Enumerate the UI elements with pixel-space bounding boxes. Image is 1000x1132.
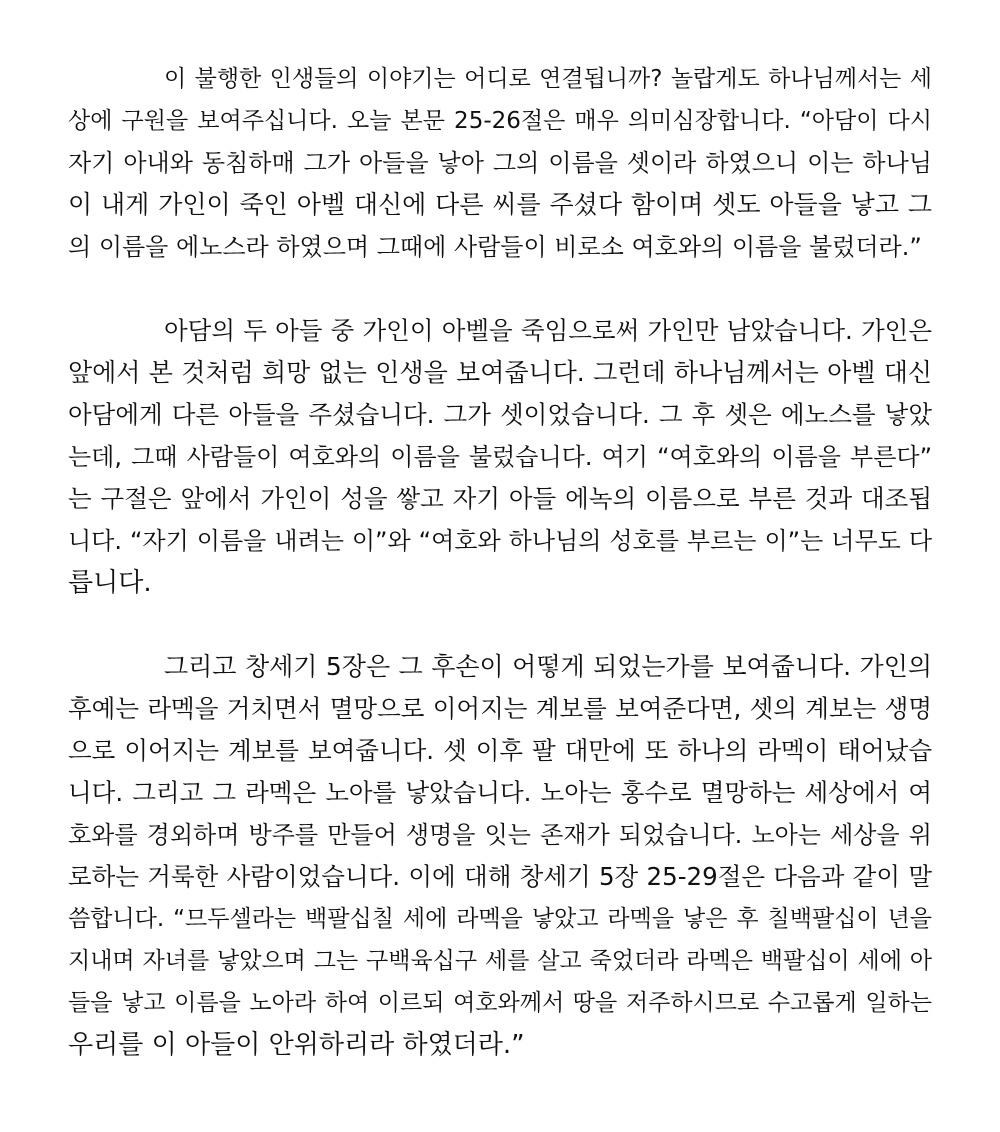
paragraph-2 [68,310,932,604]
text-line: 아담에게 다른 아들을 주셨습니다. 그가 셋이었습니다. 그 후 셋은 에노스를 낳았 [68,400,932,429]
paragraph-gap [68,268,932,310]
text-line: 이 불행한 인생들의 이야기는 어디로 연결됩니까? 놀랍게도 하나님께서는 세 [164,66,932,92]
text-line: 니다. “자기 이름을 내려는 이”와 “여호와 하나님의 성호를 부르는 이”는 너무도 다 [68,527,932,555]
text-line: 로하는 거룩한 사람이었습니다. 이에 대해 창세기 5장 25-29절은 다음과 같이 말 [68,862,932,891]
text-line: 이 내게 가인이 죽인 아벨 대신에 다른 씨를 주셨다 함이며 셋도 아들을 낳고 그 [68,190,932,219]
text-line: 씀합니다. “므두셀라는 백팔십칠 세에 라멕을 낳았고 라멕을 낳은 후 칠백팔십이 년을 [68,906,932,932]
paragraph-3 [68,646,932,1066]
text-line: 후예는 라멕을 거치면서 멸망으로 이어지는 계보를 보여준다면, 셋의 계보는 생명 [68,694,932,723]
text-line: 자기 아내와 동침하매 그가 아들을 낳아 그의 이름을 셋이라 하였으니 이는 하나님 [68,149,932,177]
paragraph-gap [68,604,932,646]
text-line: 의 이름을 에노스라 하였으며 그때에 사람들이 비로소 여호와의 이름을 불렀더라.” [68,233,922,261]
text-line: 는데, 그때 사람들이 여호와의 이름을 불렀습니다. 여기 “여호와의 이름을 부른다” [68,443,932,471]
text-line: 들을 낳고 이름을 노아라 하여 이르되 여호와께서 땅을 저주하시므로 수고롭게 일하는 [68,990,932,1016]
paragraph-1 [68,58,932,268]
text-line: 릅니다. [68,568,152,598]
text-line: 상에 구원을 보여주십니다. 오늘 본문 25-26절은 매우 의미심장합니다. “아담이 다시 [68,108,932,134]
text-line: 니다. 그리고 그 라멕은 노아를 낳았습니다. 노아는 홍수로 멸망하는 세상에서 여 [68,778,932,807]
text-line: 우리를 이 아들이 안위하리라 하였더라.” [68,1030,525,1060]
text-line: 아담의 두 아들 중 가인이 아벨을 죽임으로써 가인만 남았습니다. 가인은 [164,316,932,345]
text-line: 는 구절은 앞에서 가인이 성을 쌓고 자기 아들 에녹의 이름으로 부른 것과 대조됩 [68,484,932,513]
text-line: 지내며 자녀를 낳았으며 그는 구백육십구 세를 살고 죽었더라 라멕은 백팔십이 세에 아 [68,948,932,974]
document-page [68,58,932,1066]
text-line: 앞에서 본 것처럼 희망 없는 인생을 보여줍니다. 그런데 하나님께서는 아벨 대신 [68,358,932,387]
text-line: 으로 이어지는 계보를 보여줍니다. 셋 이후 팔 대만에 또 하나의 라멕이 태어났습 [68,736,932,765]
text-line: 호와를 경외하며 방주를 만들어 생명을 잇는 존재가 되었습니다. 노아는 세상을 위 [68,821,932,849]
text-line: 그리고 창세기 5장은 그 후손이 어떻게 되었는가를 보여줍니다. 가인의 [164,652,932,681]
